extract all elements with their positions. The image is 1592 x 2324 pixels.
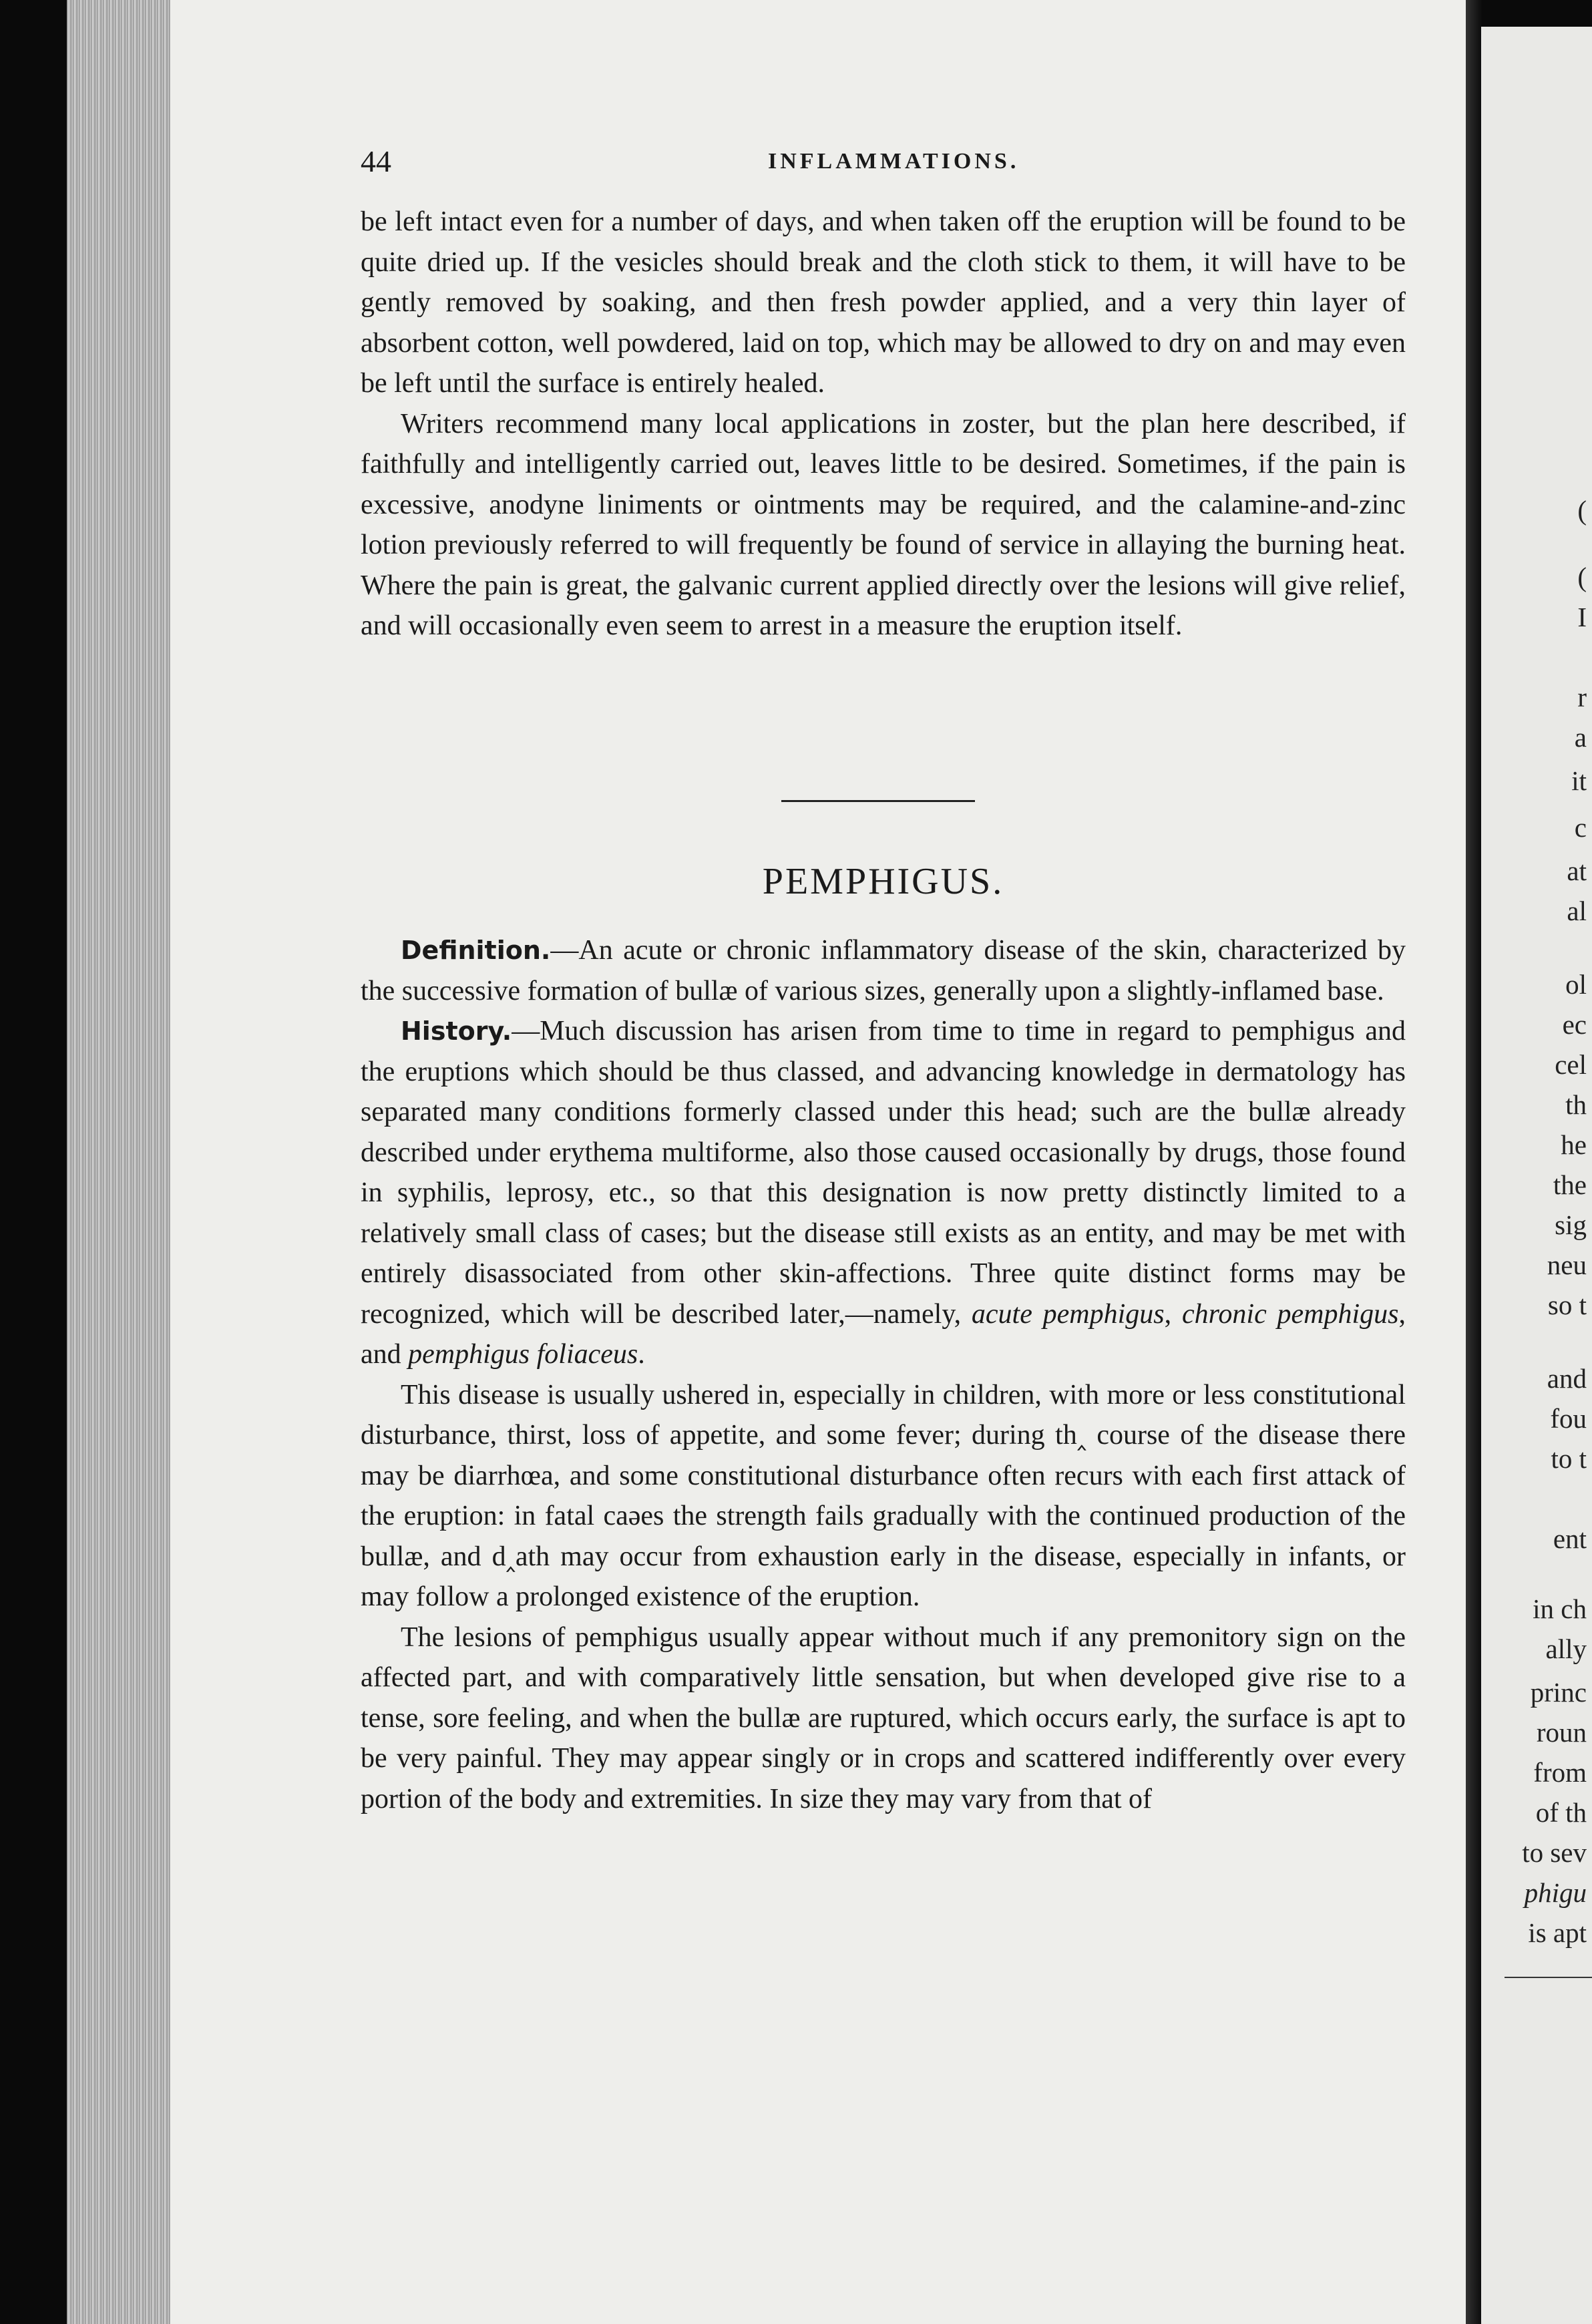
sentence-end: . — [638, 1339, 645, 1370]
separator: , — [1164, 1298, 1182, 1330]
facing-page-text: so t — [1547, 1290, 1587, 1320]
definition-label: Definition. — [401, 936, 551, 965]
zoster-treatment-text — [361, 202, 1406, 646]
facing-page-text: roun — [1536, 1717, 1587, 1748]
paragraph: The lesions of pemphigus usually appear without much if any premonitory sign on the affected part, and with comparatively little sensation, but when developed give rise to a tense, sore feeling, and when the bullæ are ruptured, which occurs early, the surface is apt to be very painful. They may appear singly or in crops and scattered indifferently over every portion of the body and extremities. In size they may vary from that of — [361, 1621, 1406, 1814]
history-text: —Much discussion has arisen from time to time in regard to pemphigus and the eruptions which should be thus classed, and advancing knowledge in dermatology has separated many conditions formerly classed under this head; such are the bullæ already described under erythema multiforme, also those caused occasionally by drugs, those found in syphilis, leprosy, etc., so that this designation is now pretty distinctly limited to a relatively small class of cases; but the disease still exists as an entity, and may be met with entirely disassociated from other skin-affections. Three quite distinct forms may be recognized, which will be described later,—namely, — [361, 1016, 1406, 1330]
section-divider — [781, 800, 975, 802]
form-name: acute pemphigus — [971, 1298, 1165, 1330]
facing-page-text: cel — [1555, 1049, 1587, 1080]
facing-page-text: it — [1571, 765, 1587, 796]
paragraph: Writers recommend many local applications in zoster, but the plan here described, if faithfully and intelligently carried out, leaves little to be desired. Sometimes, if the pain is excessive, anodyne liniments or ointments may be required, and the calamine-and-zinc lotion previously referred to will frequently be found of service in allaying the burning heat. Where the pain is great, the galvanic current applied directly over the lesions will give relief, and will occasionally even seem to arrest in a measure the eruption itself. — [361, 408, 1406, 641]
form-name: chronic pemphigus — [1181, 1298, 1399, 1330]
facing-page-text: r — [1577, 682, 1587, 713]
facing-page-text: al — [1567, 896, 1587, 926]
facing-page-text: ( — [1577, 562, 1587, 592]
facing-page-text: he — [1561, 1129, 1587, 1160]
separator: , and — [361, 1298, 1406, 1370]
running-title: INFLAMMATIONS. — [768, 149, 1020, 174]
facing-page-text: phigu — [1524, 1877, 1587, 1908]
facing-page-text: fou — [1550, 1403, 1587, 1434]
facing-page-text: c — [1574, 812, 1587, 843]
facing-page-text: at — [1567, 855, 1587, 886]
facing-page-text: ent — [1553, 1523, 1587, 1554]
page-number: 44 — [361, 144, 391, 178]
facing-page-text: sig — [1555, 1209, 1587, 1240]
facing-page-text: of th — [1535, 1797, 1587, 1828]
pemphigus-text — [361, 930, 1406, 1819]
section-title: PEMPHIGUS. — [762, 861, 1004, 902]
facing-page-text: princ — [1530, 1677, 1587, 1708]
history-paragraph — [361, 1011, 1406, 1375]
facing-page-text: ally — [1545, 1633, 1587, 1664]
facing-page-text: ol — [1565, 969, 1587, 1000]
facing-page-fragment — [1481, 27, 1592, 2324]
facing-page-rule — [1505, 1977, 1592, 1978]
facing-page-text: and — [1547, 1363, 1587, 1394]
paragraph: be left intact even for a number of days, and when taken off the eruption will be found to be quite dried up. If the vesicles should break and the cloth stick to them, it will have to be gently removed by soaking, and then fresh powder applied, and a very thin layer of absorbent cotton, well powdered, laid on top, which may be allowed to dry on and may even be left until the surface is entirely healed. — [361, 206, 1406, 399]
facing-page-text: neu — [1547, 1249, 1587, 1280]
facing-page-text: the — [1553, 1169, 1587, 1200]
running-head — [361, 144, 1402, 184]
definition-paragraph — [361, 930, 1406, 1011]
page-edges — [67, 0, 174, 2324]
facing-page-text: is apt — [1528, 1917, 1587, 1948]
facing-page-text: a — [1574, 722, 1587, 753]
facing-page-text: from — [1533, 1757, 1587, 1788]
form-name: pemphigus foliaceus — [408, 1339, 638, 1370]
facing-page-text: to sev — [1522, 1837, 1587, 1868]
facing-page-text: ec — [1562, 1009, 1587, 1040]
facing-page-text: to t — [1551, 1443, 1587, 1474]
facing-page-text: ( — [1577, 495, 1587, 526]
facing-page-text: I — [1577, 602, 1587, 632]
definition-text: —An acute or chronic inflammatory disease of the skin, characterized by the successive formation of bullæ of various sizes, generally upon a slightly-inflamed base. — [361, 935, 1406, 1006]
facing-page-text: th — [1565, 1089, 1587, 1120]
facing-page-text: in ch — [1533, 1593, 1587, 1624]
paragraph: This disease is usually ushered in, especially in children, with more or less constitutional disturbance, thirst, loss of appetite, and some fever; during th‸ course of the disease there may be diarrhœa, and some constitutional disturbance often recurs with each first attack of the eruption: in fatal caəes the strength fails gradually with the continued production of the bullæ, and d‸ath may occur from exhaustion early in the disease, especially in infants, or may follow a prolonged existence of the eruption. — [361, 1379, 1406, 1612]
history-label: History. — [401, 1016, 512, 1046]
